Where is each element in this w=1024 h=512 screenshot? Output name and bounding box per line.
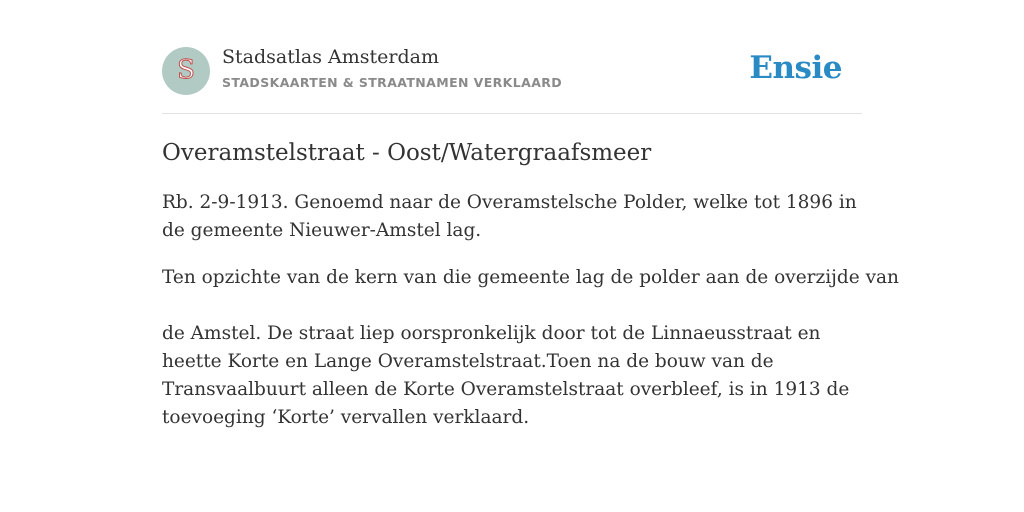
header-divider	[162, 113, 862, 114]
entry-paragraph: Ten opzichte van de kern van die gemeente lag de polder aan de overzijde van	[162, 267, 899, 288]
site-subtitle: STADSKAARTEN & STRAATNAMEN VERKLAARD	[222, 75, 563, 90]
entry-paragraph: Rb. 2-9-1913. Genoemd naar de Overamstelsche Polder, welke tot 1896 in de gemeente Nieuwer-Amstel lag.	[162, 192, 857, 241]
avatar[interactable]	[162, 47, 210, 95]
entry-title: Overamstelstraat - Oost/Watergraafsmeer	[162, 140, 652, 166]
site-header	[162, 46, 862, 96]
site-title[interactable]: Stadsatlas Amsterdam	[222, 46, 440, 68]
ensie-logo[interactable]: Ensie	[749, 50, 842, 86]
entry-content	[162, 136, 899, 432]
avatar-letter: S	[177, 55, 195, 85]
entry-paragraph: de Amstel. De straat liep oorspronkelijk door tot de Linnaeusstraat en heette Korte en Lange Overamstelstraat.Toen na de bouw van de Transvaalbuurt alleen de Korte Overamstelstraat overbleef, is in 1913 de toevoeging ‘Korte’ vervallen verklaard.	[162, 323, 850, 428]
